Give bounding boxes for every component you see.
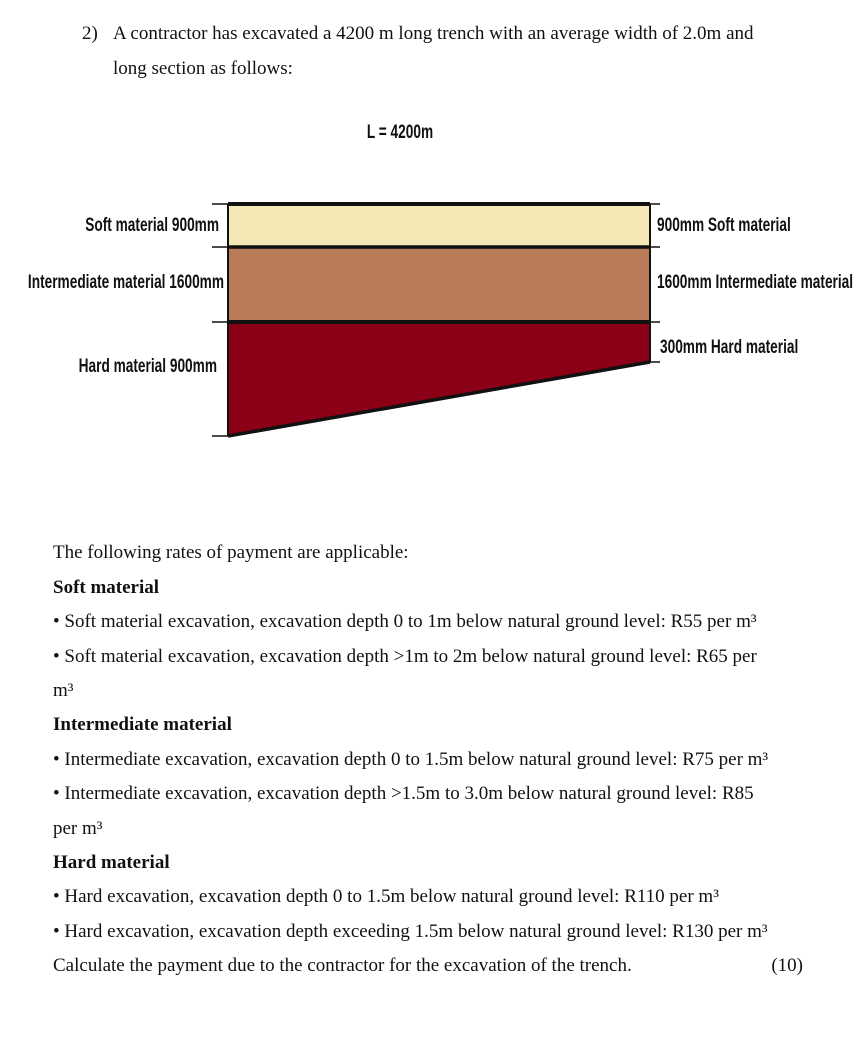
soft-rate-1: • Soft material excavation, excavation depth 0 to 1m below natural ground level: R55 per m³	[53, 611, 757, 632]
soft-rate-2: • Soft material excavation, excavation depth >1m to 2m below natural ground level: R65 per	[53, 646, 757, 667]
soft-material-layer	[228, 204, 650, 247]
trench-long-section-diagram	[0, 100, 868, 450]
rates-intro: The following rates of payment are applicable:	[53, 542, 409, 563]
left-label-soft: Soft material 900mm	[85, 213, 219, 236]
soft-material-heading: Soft material	[53, 577, 160, 598]
intermediate-rate-2-continued: per m³	[53, 818, 103, 839]
hard-rate-1: • Hard excavation, excavation depth 0 to 1.5m below natural ground level: R110 per m³	[53, 886, 719, 907]
question-line-1: A contractor has excavated a 4200 m long trench with an average width of 2.0m and	[113, 23, 754, 44]
question-line-2: long section as follows:	[113, 58, 293, 79]
left-label-intermediate: Intermediate material 1600mm	[27, 270, 224, 293]
hard-rate-2: • Hard excavation, excavation depth exceeding 1.5m below natural ground level: R130 per m³	[53, 921, 768, 942]
intermediate-rate-2: • Intermediate excavation, excavation depth >1.5m to 3.0m below natural ground level: R85	[53, 783, 754, 804]
trench-length-label: L = 4200m	[366, 120, 434, 143]
intermediate-material-layer	[228, 247, 650, 322]
task-line	[53, 954, 803, 978]
intermediate-material-heading: Intermediate material	[53, 714, 232, 735]
right-label-hard: 300mm Hard material	[660, 335, 799, 358]
hard-material-layer	[228, 322, 650, 436]
left-label-hard: Hard material 900mm	[78, 354, 218, 377]
right-label-soft: 900mm Soft material	[657, 213, 791, 236]
soft-rate-2-continued: m³	[53, 680, 74, 701]
intermediate-rate-1: • Intermediate excavation, excavation depth 0 to 1.5m below natural ground level: R75 per m³	[53, 749, 769, 770]
marks: (10)	[771, 955, 803, 976]
right-label-intermediate: 1600mm Intermediate material	[657, 270, 854, 293]
question-number: 2)	[82, 23, 98, 44]
hard-material-heading: Hard material	[53, 852, 170, 873]
task-text: Calculate the payment due to the contractor for the excavation of the trench.	[53, 955, 632, 976]
